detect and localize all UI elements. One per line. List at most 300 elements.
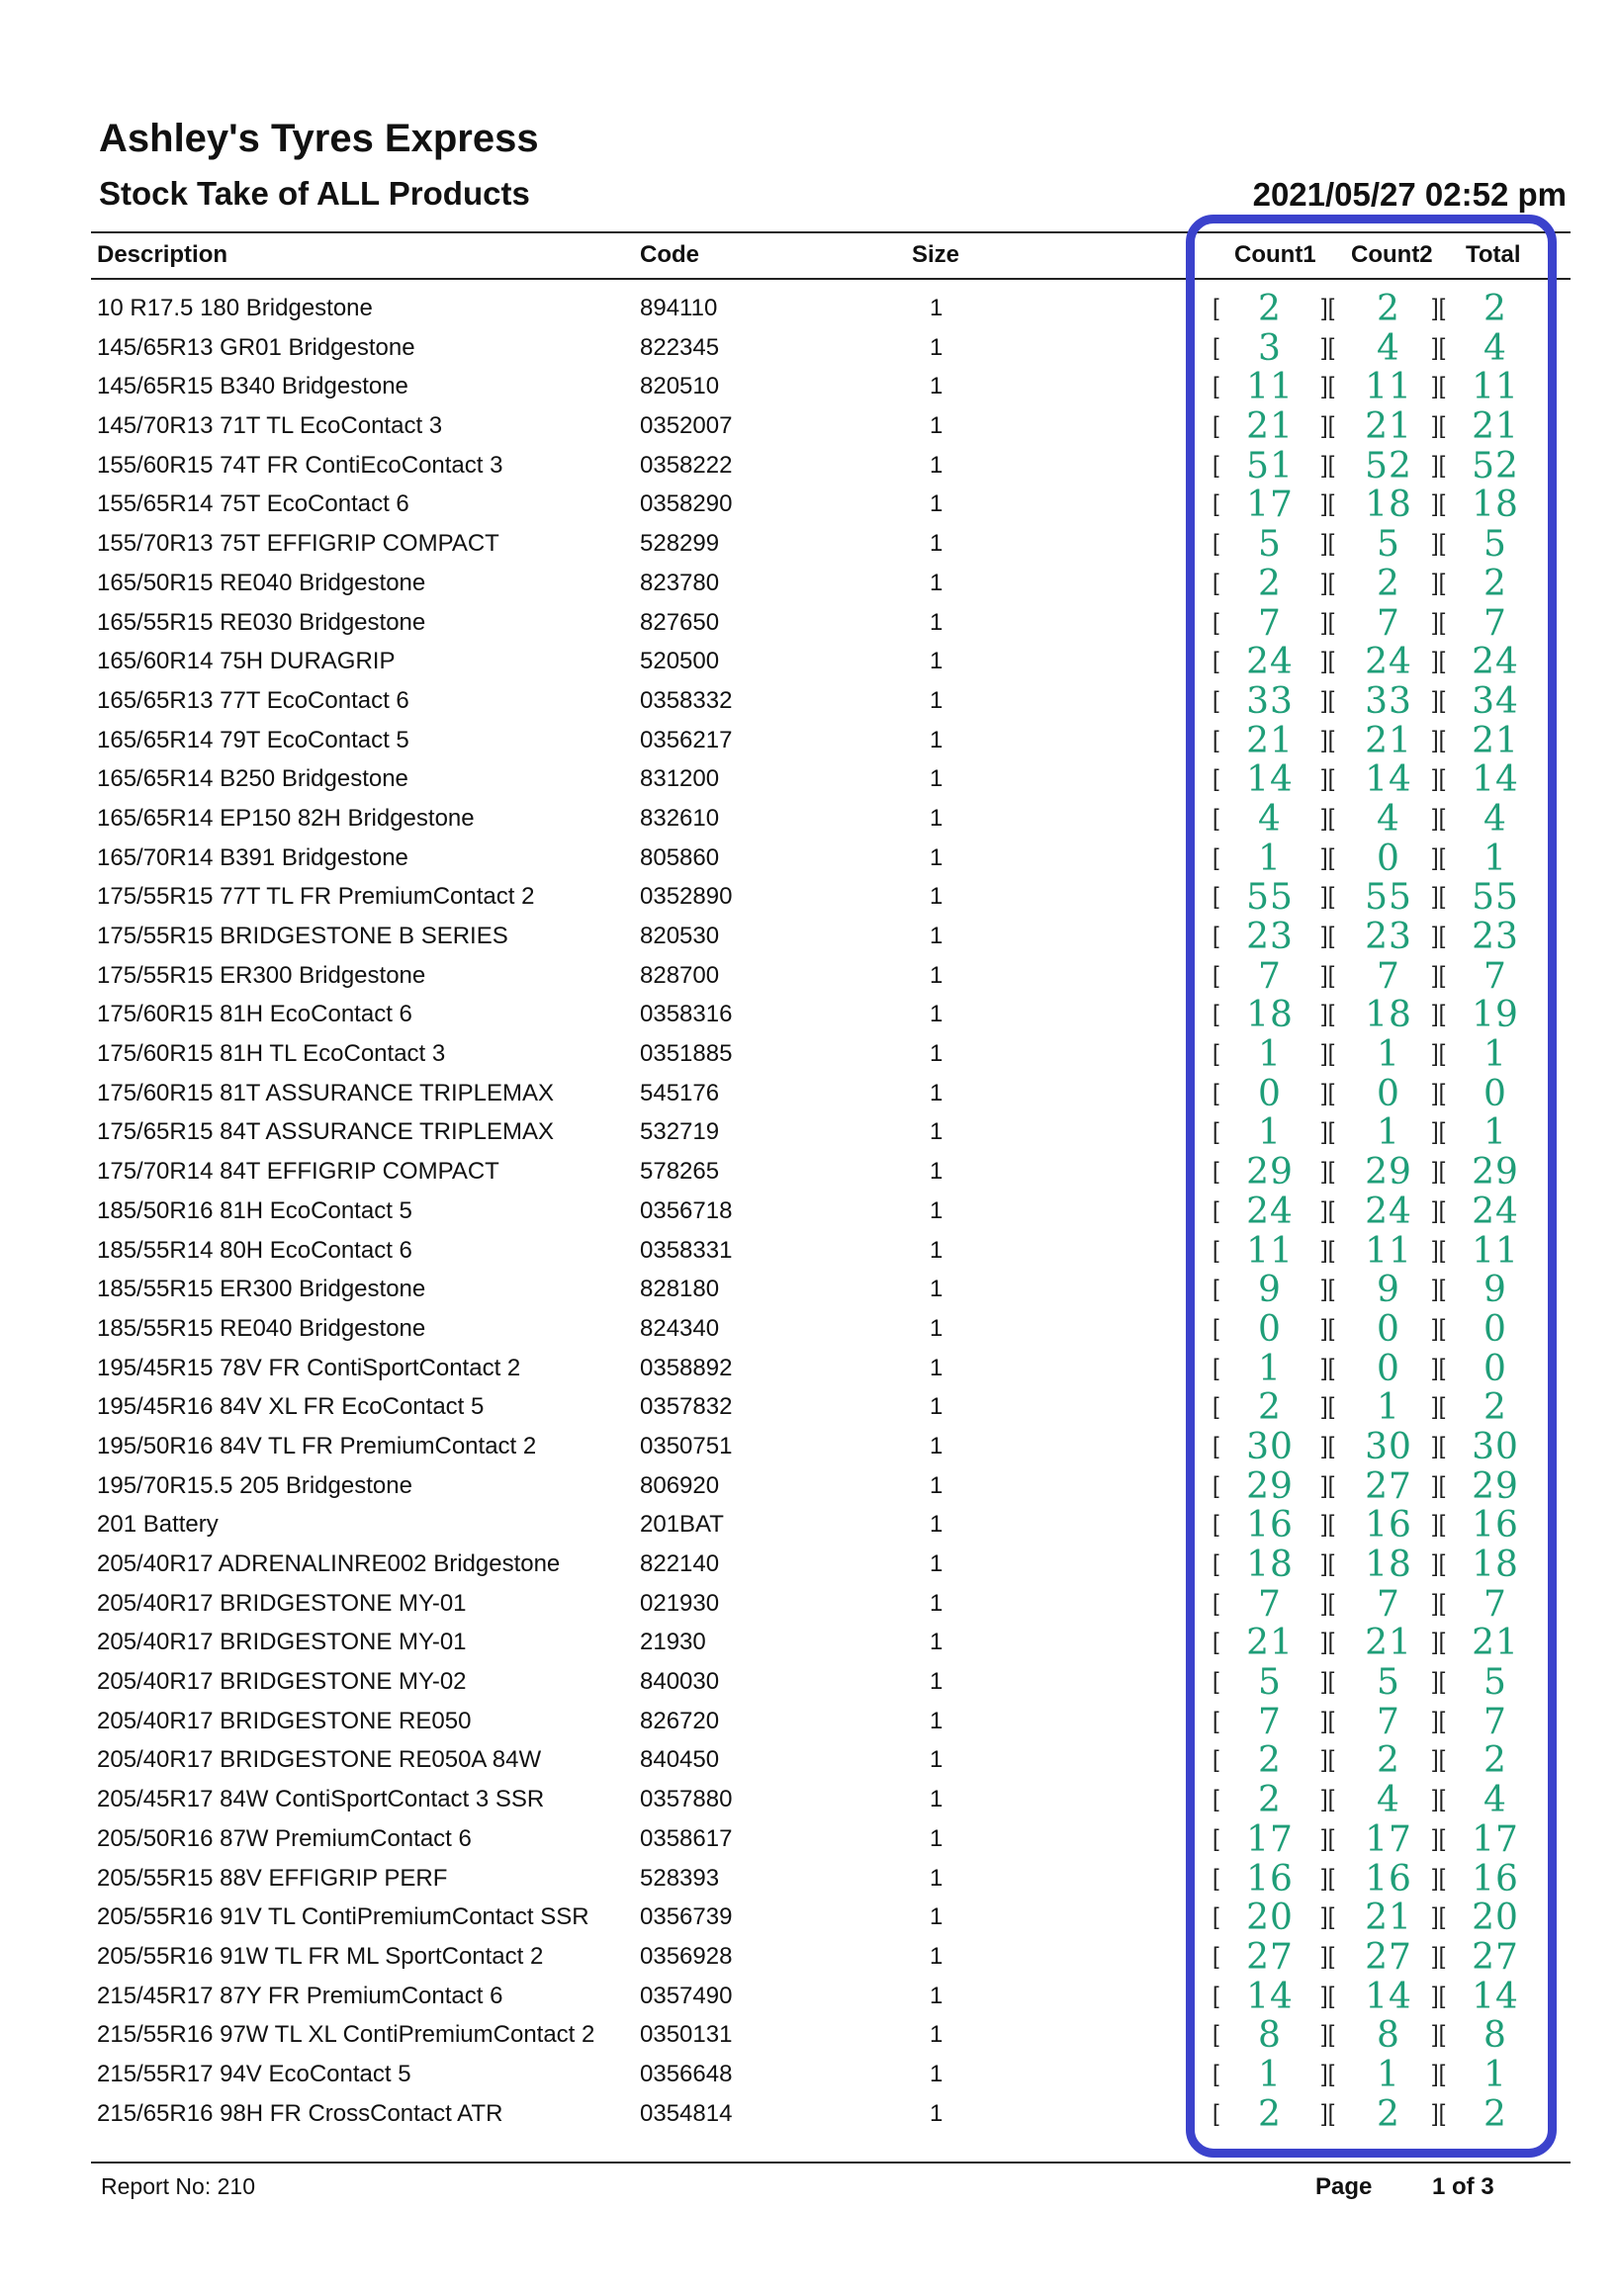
bracket-separator: ][ [1432,1707,1446,1734]
bracket-separator: ][ [1321,1314,1335,1342]
row-count2-handwritten: 2 [1377,563,1400,604]
bracket-separator: ][ [1321,686,1335,714]
bracket-separator: ][ [1321,765,1335,793]
row-size: 1 [930,1589,944,1617]
bracket-open: [ [1213,1040,1219,1068]
bracket-separator: ][ [1432,1864,1446,1892]
row-count1-handwritten: 1 [1258,838,1282,879]
row-count2-handwritten: 4 [1377,798,1400,839]
row-count1-handwritten: 5 [1258,524,1282,566]
bracket-open: [ [1213,1001,1219,1028]
row-code: 840450 [640,1746,720,1774]
bracket-open: [ [1213,1786,1219,1813]
row-description: 215/65R16 98H FR CrossContact ATR [97,2099,503,2127]
row-description: 165/70R14 B391 Bridgestone [97,843,408,871]
row-size: 1 [930,1196,944,1224]
row-size: 1 [930,373,944,400]
row-code: 805860 [640,843,720,871]
row-code: 827650 [640,608,720,636]
bracket-open: [ [1213,608,1219,636]
row-count2-handwritten: 4 [1377,1780,1400,1821]
bracket-separator: ][ [1432,373,1446,400]
bracket-open: [ [1213,412,1219,440]
col-header-total: Total [1466,241,1521,268]
row-code: 828700 [640,961,720,989]
row-count1-handwritten: 23 [1246,917,1294,957]
bracket-open: [ [1213,1746,1219,1774]
row-count2-handwritten: 2 [1377,289,1400,329]
row-description: 185/55R15 RE040 Bridgestone [97,1314,426,1342]
row-count2-handwritten: 1 [1377,1387,1400,1429]
report-subtitle: Stock Take of ALL Products [99,175,530,212]
bracket-separator: ][ [1321,1196,1335,1224]
bracket-separator: ][ [1321,1824,1335,1852]
handwritten-column-highlight [1186,215,1557,2158]
row-count1-handwritten: 11 [1246,1230,1294,1272]
bracket-separator: ][ [1321,1942,1335,1970]
row-size: 1 [930,1432,944,1459]
row-code: 578265 [640,1158,720,1186]
bracket-open: [ [1213,1668,1219,1696]
row-description: 165/65R14 79T EcoContact 5 [97,726,409,753]
bracket-open: [ [1213,1432,1219,1459]
row-total-handwritten: 5 [1483,524,1507,566]
bracket-separator: ][ [1432,961,1446,989]
row-size: 1 [930,569,944,596]
row-size: 1 [930,1040,944,1068]
bracket-open: [ [1213,1589,1219,1617]
row-total-handwritten: 11 [1472,367,1519,408]
row-count1-handwritten: 4 [1258,798,1282,839]
row-total-handwritten: 2 [1483,2093,1507,2135]
bracket-separator: ][ [1432,923,1446,949]
row-code: 0356739 [640,1903,733,1931]
row-size: 1 [930,726,944,753]
bracket-open: [ [1213,726,1219,753]
row-size: 1 [930,2099,944,2127]
bracket-open: [ [1213,765,1219,793]
row-count1-handwritten: 18 [1246,995,1294,1036]
row-count1-handwritten: 9 [1258,1270,1282,1311]
row-count1-handwritten: 1 [1258,1034,1282,1076]
row-size: 1 [930,765,944,793]
page-label: Page [1315,2173,1373,2200]
bracket-open: [ [1213,843,1219,871]
row-total-handwritten: 21 [1472,720,1519,761]
row-size: 1 [930,1354,944,1381]
row-code: 806920 [640,1471,720,1499]
row-count1-handwritten: 24 [1246,1191,1294,1232]
bracket-separator: ][ [1321,1707,1335,1734]
row-total-handwritten: 55 [1472,877,1519,919]
row-size: 1 [930,2021,944,2049]
row-description: 205/40R17 BRIDGESTONE RE050A 84W [97,1746,542,1774]
row-total-handwritten: 1 [1483,838,1507,879]
row-count1-handwritten: 24 [1246,642,1294,683]
row-count1-handwritten: 2 [1258,2093,1282,2135]
row-count1-handwritten: 0 [1258,1073,1282,1114]
row-total-handwritten: 1 [1483,1034,1507,1076]
row-size: 1 [930,1550,944,1577]
row-code: 820530 [640,923,720,949]
bracket-open: [ [1213,333,1219,361]
row-description: 175/60R15 81H EcoContact 6 [97,1001,412,1028]
bracket-separator: ][ [1432,1314,1446,1342]
row-description: 195/45R16 84V XL FR EcoContact 5 [97,1393,485,1421]
row-count1-handwritten: 27 [1246,1936,1294,1978]
bracket-open: [ [1213,1824,1219,1852]
row-description: 175/70R14 84T EFFIGRIP COMPACT [97,1158,499,1186]
row-code: 824340 [640,1314,720,1342]
row-size: 1 [930,1314,944,1342]
row-count2-handwritten: 24 [1365,642,1412,683]
row-code: 0354814 [640,2099,733,2127]
bracket-separator: ][ [1321,2021,1335,2049]
col-header-count2: Count2 [1351,241,1433,268]
bracket-open: [ [1213,2021,1219,2049]
bracket-open: [ [1213,295,1219,321]
bracket-open: [ [1213,686,1219,714]
bracket-open: [ [1213,1236,1219,1264]
row-count1-handwritten: 20 [1246,1898,1294,1939]
row-size: 1 [930,961,944,989]
bracket-separator: ][ [1432,1393,1446,1421]
row-description: 195/70R15.5 205 Bridgestone [97,1471,412,1499]
row-code: 0358316 [640,1001,733,1028]
row-total-handwritten: 24 [1472,642,1519,683]
row-description: 165/65R14 EP150 82H Bridgestone [97,804,475,832]
row-description: 175/60R15 81T ASSURANCE TRIPLEMAX [97,1079,554,1106]
row-total-handwritten: 2 [1483,289,1507,329]
row-count1-handwritten: 16 [1246,1858,1294,1899]
row-code: 520500 [640,648,720,675]
row-count2-handwritten: 11 [1365,1230,1412,1272]
row-size: 1 [930,804,944,832]
bracket-separator: ][ [1432,530,1446,558]
row-total-handwritten: 5 [1483,1662,1507,1704]
row-count2-handwritten: 1 [1377,2054,1400,2095]
row-count2-handwritten: 16 [1365,1505,1412,1546]
row-size: 1 [930,295,944,321]
row-count2-handwritten: 33 [1365,680,1412,722]
row-count2-handwritten: 18 [1365,1545,1412,1585]
row-total-handwritten: 4 [1483,798,1507,839]
row-count2-handwritten: 11 [1365,367,1412,408]
row-code: 545176 [640,1079,720,1106]
bracket-separator: ][ [1321,843,1335,871]
row-count1-handwritten: 2 [1258,289,1282,329]
bracket-separator: ][ [1321,1432,1335,1459]
row-description: 10 R17.5 180 Bridgestone [97,295,373,321]
row-size: 1 [930,333,944,361]
row-count2-handwritten: 4 [1377,327,1400,369]
row-size: 1 [930,843,944,871]
row-total-handwritten: 7 [1483,1583,1507,1625]
bracket-separator: ][ [1432,1196,1446,1224]
row-total-handwritten: 7 [1483,602,1507,644]
row-total-handwritten: 19 [1472,995,1519,1036]
bracket-separator: ][ [1432,1903,1446,1931]
bracket-separator: ][ [1432,1668,1446,1696]
row-total-handwritten: 29 [1472,1465,1519,1507]
row-code: 0352007 [640,412,733,440]
bracket-separator: ][ [1321,2060,1335,2087]
row-code: 0357490 [640,1982,733,2009]
row-total-handwritten: 16 [1472,1505,1519,1546]
row-total-handwritten: 1 [1483,1112,1507,1154]
row-total-handwritten: 4 [1483,327,1507,369]
bracket-separator: ][ [1432,726,1446,753]
row-code: 0357832 [640,1393,733,1421]
row-total-handwritten: 29 [1472,1152,1519,1193]
bracket-open: [ [1213,1864,1219,1892]
row-code: 0358290 [640,490,733,518]
bracket-open: [ [1213,883,1219,911]
row-description: 165/55R15 RE030 Bridgestone [97,608,426,636]
row-size: 1 [930,608,944,636]
bracket-separator: ][ [1432,1746,1446,1774]
row-code: 0350131 [640,2021,733,2049]
row-count1-handwritten: 2 [1258,1780,1282,1821]
row-count2-handwritten: 23 [1365,917,1412,957]
row-count2-handwritten: 0 [1377,1073,1400,1114]
row-count1-handwritten: 21 [1246,720,1294,761]
row-total-handwritten: 0 [1483,1073,1507,1114]
row-description: 205/45R17 84W ContiSportContact 3 SSR [97,1786,545,1813]
bracket-separator: ][ [1432,1276,1446,1303]
bracket-separator: ][ [1432,1079,1446,1106]
row-total-handwritten: 24 [1472,1191,1519,1232]
bracket-open: [ [1213,1511,1219,1539]
row-size: 1 [930,1903,944,1931]
row-count1-handwritten: 7 [1258,1583,1282,1625]
bracket-separator: ][ [1432,2099,1446,2127]
row-count1-handwritten: 8 [1258,2015,1282,2057]
row-total-handwritten: 16 [1472,1858,1519,1899]
row-description: 205/55R16 91W TL FR ML SportContact 2 [97,1942,544,1970]
row-count1-handwritten: 16 [1246,1505,1294,1546]
row-total-handwritten: 0 [1483,1308,1507,1350]
row-count1-handwritten: 2 [1258,563,1282,604]
bracket-open: [ [1213,2099,1219,2127]
row-count2-handwritten: 0 [1377,1348,1400,1389]
row-size: 1 [930,883,944,911]
row-code: 0356718 [640,1196,733,1224]
row-total-handwritten: 52 [1472,445,1519,486]
row-total-handwritten: 17 [1472,1818,1519,1860]
row-code: 532719 [640,1118,720,1146]
row-code: 0358332 [640,686,733,714]
row-size: 1 [930,1707,944,1734]
row-code: 831200 [640,765,720,793]
bracket-open: [ [1213,648,1219,675]
company-name: Ashley's Tyres Express [99,117,539,160]
row-code: 0357880 [640,1786,733,1813]
row-total-handwritten: 23 [1472,917,1519,957]
row-count2-handwritten: 5 [1377,1662,1400,1704]
row-count2-handwritten: 0 [1377,838,1400,879]
row-description: 165/65R13 77T EcoContact 6 [97,686,409,714]
row-count1-handwritten: 21 [1246,1623,1294,1664]
bracket-separator: ][ [1432,2021,1446,2049]
bracket-separator: ][ [1321,1393,1335,1421]
row-description: 165/65R14 B250 Bridgestone [97,765,408,793]
row-size: 1 [930,1668,944,1696]
bracket-separator: ][ [1321,1471,1335,1499]
bracket-open: [ [1213,1079,1219,1106]
row-description: 205/40R17 BRIDGESTONE MY-01 [97,1629,467,1656]
bracket-separator: ][ [1432,648,1446,675]
row-count1-handwritten: 1 [1258,2054,1282,2095]
row-code: 823780 [640,569,720,596]
row-size: 1 [930,1471,944,1499]
bracket-separator: ][ [1321,295,1335,321]
row-size: 1 [930,1629,944,1656]
row-count1-handwritten: 17 [1246,485,1294,526]
bracket-separator: ][ [1321,1864,1335,1892]
bracket-separator: ][ [1432,1629,1446,1656]
row-description: 215/55R17 94V EcoContact 5 [97,2060,411,2087]
bracket-separator: ][ [1432,569,1446,596]
row-code: 0358331 [640,1236,733,1264]
bracket-open: [ [1213,1942,1219,1970]
row-description: 205/40R17 BRIDGESTONE RE050 [97,1707,472,1734]
bracket-separator: ][ [1321,804,1335,832]
row-code: 822345 [640,333,720,361]
bracket-open: [ [1213,530,1219,558]
row-count1-handwritten: 1 [1258,1348,1282,1389]
row-size: 1 [930,923,944,949]
row-size: 1 [930,451,944,479]
bracket-open: [ [1213,2060,1219,2087]
row-count1-handwritten: 33 [1246,680,1294,722]
row-count1-handwritten: 18 [1246,1545,1294,1585]
bracket-open: [ [1213,451,1219,479]
row-count2-handwritten: 7 [1377,1701,1400,1742]
row-count2-handwritten: 24 [1365,1191,1412,1232]
row-count2-handwritten: 21 [1365,1898,1412,1939]
row-count2-handwritten: 14 [1365,1976,1412,2017]
bracket-separator: ][ [1432,1824,1446,1852]
bracket-separator: ][ [1432,1432,1446,1459]
bracket-separator: ][ [1321,333,1335,361]
row-count2-handwritten: 1 [1377,1112,1400,1154]
row-total-handwritten: 0 [1483,1348,1507,1389]
bracket-separator: ][ [1432,1550,1446,1577]
bracket-separator: ][ [1321,373,1335,400]
row-description: 145/65R13 GR01 Bridgestone [97,333,415,361]
row-size: 1 [930,1824,944,1852]
row-size: 1 [930,1001,944,1028]
row-count2-handwritten: 16 [1365,1858,1412,1899]
row-count1-handwritten: 29 [1246,1465,1294,1507]
row-code: 894110 [640,295,718,321]
row-count1-handwritten: 30 [1246,1426,1294,1467]
bracket-separator: ][ [1432,1354,1446,1381]
row-code: 840030 [640,1668,720,1696]
row-total-handwritten: 7 [1483,955,1507,997]
bracket-open: [ [1213,373,1219,400]
bracket-separator: ][ [1321,1001,1335,1028]
bracket-open: [ [1213,1276,1219,1303]
bracket-separator: ][ [1321,1118,1335,1146]
bracket-separator: ][ [1321,412,1335,440]
row-total-handwritten: 8 [1483,2015,1507,2057]
row-count1-handwritten: 21 [1246,406,1294,448]
row-count2-handwritten: 21 [1365,720,1412,761]
row-count1-handwritten: 55 [1246,877,1294,919]
bracket-separator: ][ [1321,1511,1335,1539]
bracket-open: [ [1213,1393,1219,1421]
row-count2-handwritten: 27 [1365,1936,1412,1978]
bracket-separator: ][ [1432,843,1446,871]
row-description: 155/60R15 74T FR ContiEcoContact 3 [97,451,503,479]
row-size: 1 [930,1079,944,1106]
row-code: 0356928 [640,1942,733,1970]
bracket-separator: ][ [1321,961,1335,989]
bracket-separator: ][ [1432,686,1446,714]
row-description: 155/65R14 75T EcoContact 6 [97,490,409,518]
bracket-open: [ [1213,1158,1219,1186]
row-count2-handwritten: 18 [1365,485,1412,526]
row-code: 0350751 [640,1432,733,1459]
row-total-handwritten: 18 [1472,485,1519,526]
bracket-open: [ [1213,1903,1219,1931]
bracket-separator: ][ [1432,1001,1446,1028]
row-code: 0356217 [640,726,733,753]
row-code: 21930 [640,1629,706,1656]
row-code: 0358222 [640,451,733,479]
row-count1-handwritten: 7 [1258,955,1282,997]
row-description: 195/45R15 78V FR ContiSportContact 2 [97,1354,521,1381]
row-count2-handwritten: 1 [1377,1034,1400,1076]
report-datetime: 2021/05/27 02:52 pm [1252,176,1567,213]
row-count2-handwritten: 27 [1365,1465,1412,1507]
bracket-separator: ][ [1321,1040,1335,1068]
row-size: 1 [930,1864,944,1892]
row-total-handwritten: 2 [1483,1387,1507,1429]
row-code: 0356648 [640,2060,733,2087]
row-size: 1 [930,530,944,558]
col-header-description: Description [97,241,228,268]
col-header-count1: Count1 [1234,241,1316,268]
bracket-open: [ [1213,1314,1219,1342]
row-size: 1 [930,1236,944,1264]
row-count2-handwritten: 14 [1365,759,1412,801]
row-count1-handwritten: 2 [1258,1387,1282,1429]
row-total-handwritten: 21 [1472,406,1519,448]
bracket-separator: ][ [1321,1786,1335,1813]
bracket-separator: ][ [1321,1158,1335,1186]
row-description: 205/55R15 88V EFFIGRIP PERF [97,1864,448,1892]
bracket-open: [ [1213,1707,1219,1734]
row-total-handwritten: 21 [1472,1623,1519,1664]
row-description: 215/55R16 97W TL XL ContiPremiumContact 2 [97,2021,595,2049]
bracket-separator: ][ [1432,1982,1446,2009]
row-total-handwritten: 1 [1483,2054,1507,2095]
row-code: 528299 [640,530,720,558]
row-size: 1 [930,412,944,440]
row-count2-handwritten: 18 [1365,995,1412,1036]
row-size: 1 [930,648,944,675]
row-size: 1 [930,1158,944,1186]
bracket-separator: ][ [1432,1786,1446,1813]
bracket-open: [ [1213,1354,1219,1381]
bracket-separator: ][ [1321,883,1335,911]
bracket-open: [ [1213,1550,1219,1577]
row-total-handwritten: 18 [1472,1545,1519,1585]
row-size: 1 [930,686,944,714]
